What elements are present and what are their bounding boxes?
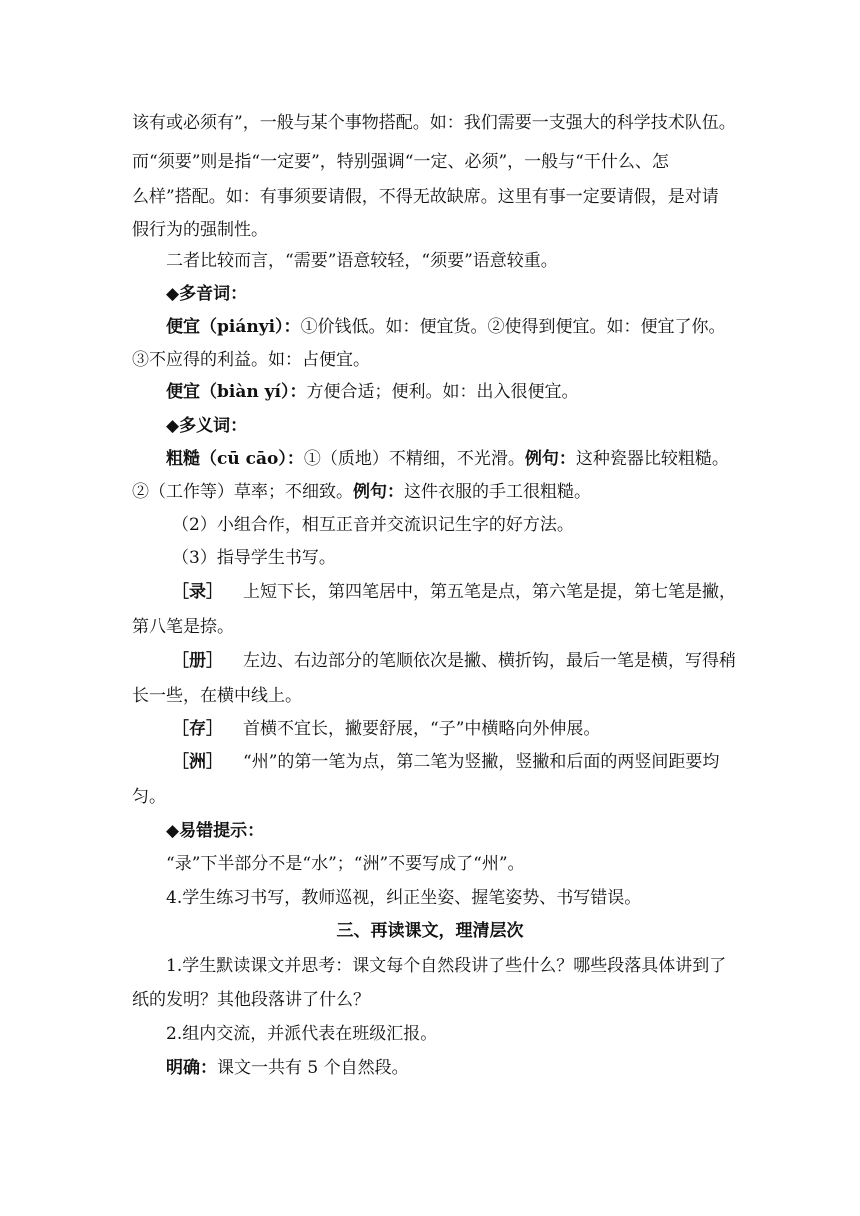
char-note-ce: ［册］ 左边、右边部分的笔顺依次是撇、横折钩，最后一笔是横，写得稍: [172, 651, 736, 671]
step-item: （2）小组合作，相互正音并交流识记生字的好方法。: [172, 515, 574, 535]
polysemy-entry: [166, 448, 729, 470]
example-label: 例句：: [353, 482, 404, 502]
answer-line: [166, 1057, 409, 1079]
polysemy-definition: ①（质地）不精细，不光滑。: [303, 449, 525, 469]
polyphone-definition: 方便合适；便利。如：出入很便宜。: [306, 382, 579, 402]
paragraph-line: 假行为的强制性。: [132, 220, 268, 240]
polysemy-heading: ◆多义词：: [166, 416, 248, 436]
polyphone-entry: [166, 381, 578, 403]
char-label: ［册］: [172, 651, 223, 671]
char-note-zhou: ［洲］ “州”的第一笔为点，第二笔为竖撇，竖撇和后面的两竖间距要均: [172, 752, 720, 772]
paragraph-line: 该有或必须有”，一般与某个事物搭配。如：我们需要一支强大的科学技术队伍。: [132, 113, 736, 133]
section-heading: 三、再读课文，理清层次: [336, 921, 524, 941]
error-tips-heading: ◆易错提示：: [166, 821, 265, 841]
example-text: 这件衣服的手工很粗糙。: [404, 482, 591, 502]
example-text: 这种瓷器比较粗糙。: [575, 449, 729, 469]
char-label: ［存］: [172, 719, 223, 739]
polysemy-entry-cont: [132, 481, 591, 503]
polyphone-entry: [166, 316, 726, 338]
step-item: （3）指导学生书写。: [172, 548, 336, 568]
paragraph-line: 么样”搭配。如：有事须要请假，不得无故缺席。这里有事一定要请假，是对请: [132, 187, 719, 207]
polyphone-term: 便宜（piányi）：: [166, 317, 301, 337]
paragraph-line: 而“须要”则是指“一定要”，特别强调“一定、必须”，一般与“干什么、怎: [132, 152, 669, 172]
polyphone-definition: ①价钱低。如：便宜货。②使得到便宜。如：便宜了你。: [300, 317, 726, 337]
question-line: 1.学生默读课文并思考：课文每个自然段讲了些什么？哪些段落具体讲到了: [166, 956, 727, 976]
char-note-cun: ［存］ 首横不宜长，撇要舒展，“子”中横略向外伸展。: [172, 719, 601, 739]
polyphone-heading: ◆多音词：: [166, 284, 248, 304]
error-tip: “录”下半部分不是“水”；“洲”不要写成了“州”。: [166, 854, 525, 874]
polysemy-definition: ②（工作等）草率；不细致。: [132, 482, 353, 502]
polyphone-term: 便宜（biàn yí）：: [166, 382, 307, 402]
char-note-cont: 长一些，在横中线上。: [132, 686, 302, 706]
polysemy-term: 粗糙（cū cāo）：: [166, 449, 304, 469]
answer-label: 明确：: [166, 1058, 217, 1078]
step-item: 4.学生练习书写，教师巡视，纠正坐姿、握笔姿势、书写错误。: [166, 888, 642, 908]
answer-text: 课文一共有 5 个自然段。: [217, 1058, 409, 1078]
question-line: 2.组内交流，并派代表在班级汇报。: [166, 1024, 438, 1044]
char-note-lu: ［录］ 上短下长，第四笔居中，第五笔是点，第六笔是提，第七笔是撇，: [172, 582, 736, 602]
example-label: 例句：: [524, 449, 576, 469]
char-label: ［录］: [172, 582, 223, 602]
question-line: 纸的发明？其他段落讲了什么？: [132, 990, 370, 1010]
polyphone-definition-cont: ③不应得的利益。如：占便宜。: [132, 350, 370, 370]
char-label: ［洲］: [172, 752, 223, 772]
char-note-cont: 匀。: [132, 787, 166, 807]
comparison-paragraph: 二者比较而言，“需要”语意较轻，“须要”语意较重。: [166, 251, 558, 271]
char-note-cont: 第八笔是捺。: [132, 617, 234, 637]
